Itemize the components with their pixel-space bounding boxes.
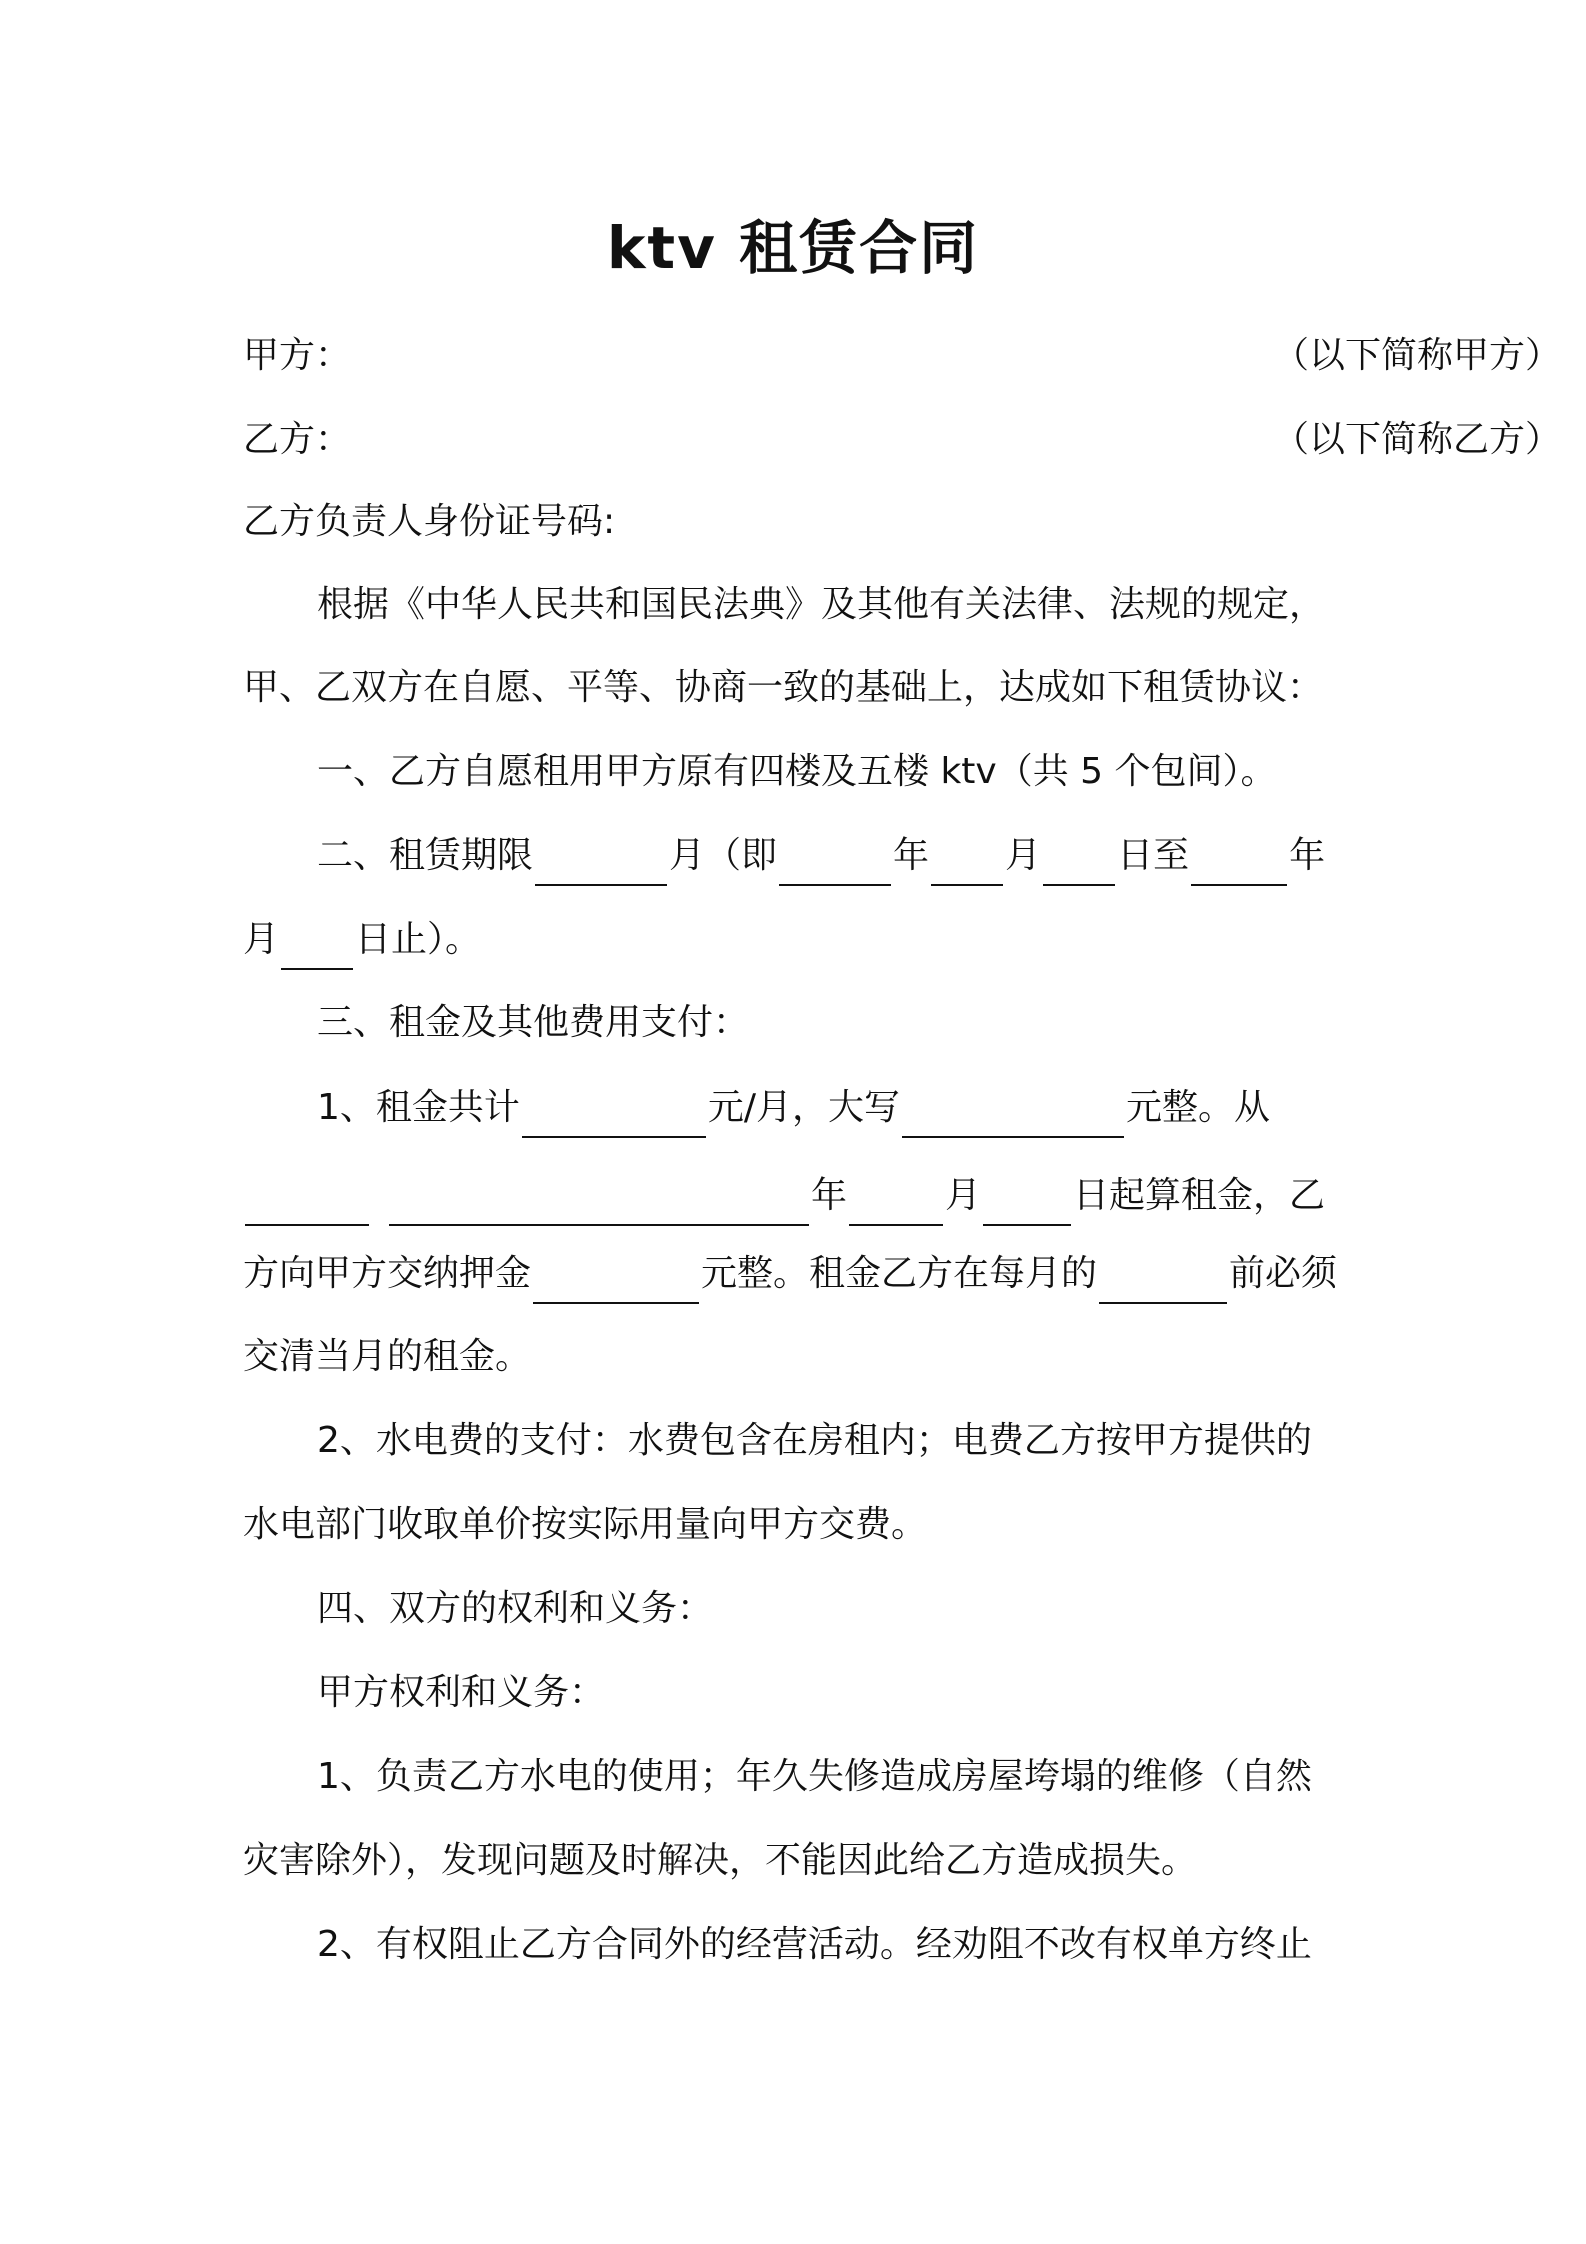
clause-3-heading: 三、租金及其他费用支付： [317,1002,750,1043]
rent-line-3 [243,1244,1353,1304]
rent-line-2 [243,1166,1353,1226]
clause-2-lease-term: 二、租赁期限 [317,835,534,876]
rent-text: 元整。从 [1126,1087,1271,1128]
rent-start-day-blank [983,1182,1071,1226]
party-a-line [243,326,1562,386]
party-b-note: （以下简称乙方） [1273,419,1562,460]
clause-1: 一、乙方自愿租用甲方原有四楼及五楼 ktv（共 5 个包间）。 [317,751,1277,792]
clause-2-text: 月 [1005,835,1042,876]
party-b-label: 乙方： [243,419,352,460]
right-2-line-1: 2、有权阻止乙方合同外的经营活动。经劝阻不改有权单方终止 [317,1924,1312,1965]
clause-2-line-2 [243,910,1353,970]
payment-day-blank [1099,1260,1227,1304]
start-year-blank [779,842,891,886]
intro-line-1: 根据《中华人民共和国民法典》及其他有关法律、法规的规定， [317,584,1326,625]
clause-2-text: 月（即 [669,835,778,876]
rent-text: 月 [945,1175,982,1216]
rent-line-1 [317,1078,1353,1138]
right-1-line-1: 1、负责乙方水电的使用；年久失修造成房屋垮塌的维修（自然 [317,1756,1312,1797]
utilities-line-2: 水电部门收取单价按实际用量向甲方交费。 [243,1504,928,1545]
rent-start-blank-a [245,1186,369,1226]
start-day-blank [1043,842,1115,886]
clause-2-text: 月 [243,919,280,960]
rent-amount-words-blank [902,1094,1124,1138]
rent-text: 方向甲方交纳押金 [243,1253,532,1294]
document-title: ktv 租赁合同 [606,214,980,282]
rent-text: 日起算租金，乙 [1073,1175,1326,1216]
rent-line-4: 交清当月的租金。 [243,1336,532,1377]
clause-2-text: 年 [893,835,930,876]
party-a-note: （以下简称甲方） [1273,335,1562,376]
clause-2-text: 日止）。 [355,919,482,960]
rent-text: 1、租金共计 [317,1087,520,1128]
deposit-blank [533,1264,699,1304]
rent-text: 元/月，大写 [707,1087,901,1128]
clause-4-heading: 四、双方的权利和义务： [317,1588,714,1629]
utilities-line-1: 2、水电费的支付：水费包含在房租内；电费乙方按甲方提供的 [317,1420,1312,1461]
rent-amount-blank [522,1094,706,1138]
rent-start-blank-b [389,1182,809,1226]
end-year-blank [1191,842,1287,886]
party-b-line [243,410,1562,470]
party-a-rights-heading: 甲方权利和义务： [317,1672,606,1713]
clause-2-text: 日至 [1117,835,1190,876]
right-1-line-2: 灾害除外），发现问题及时解决，不能因此给乙方造成损失。 [243,1840,1198,1881]
clause-2-line-1 [317,826,1353,886]
party-a-label: 甲方： [243,335,352,376]
intro-line-2: 甲、乙双方在自愿、平等、协商一致的基础上，达成如下租赁协议： [243,667,1324,708]
clause-2-text: 年 [1289,835,1326,876]
start-month-blank [931,842,1003,886]
rent-text: 前必须 [1229,1253,1338,1294]
end-day-blank [281,926,353,970]
rent-start-month-blank [849,1182,943,1226]
id-number-line: 乙方负责人身份证号码: [243,501,616,542]
rent-text: 元整。租金乙方在每月的 [701,1253,1098,1294]
rent-text: 年 [811,1175,848,1216]
months-blank [535,842,667,886]
